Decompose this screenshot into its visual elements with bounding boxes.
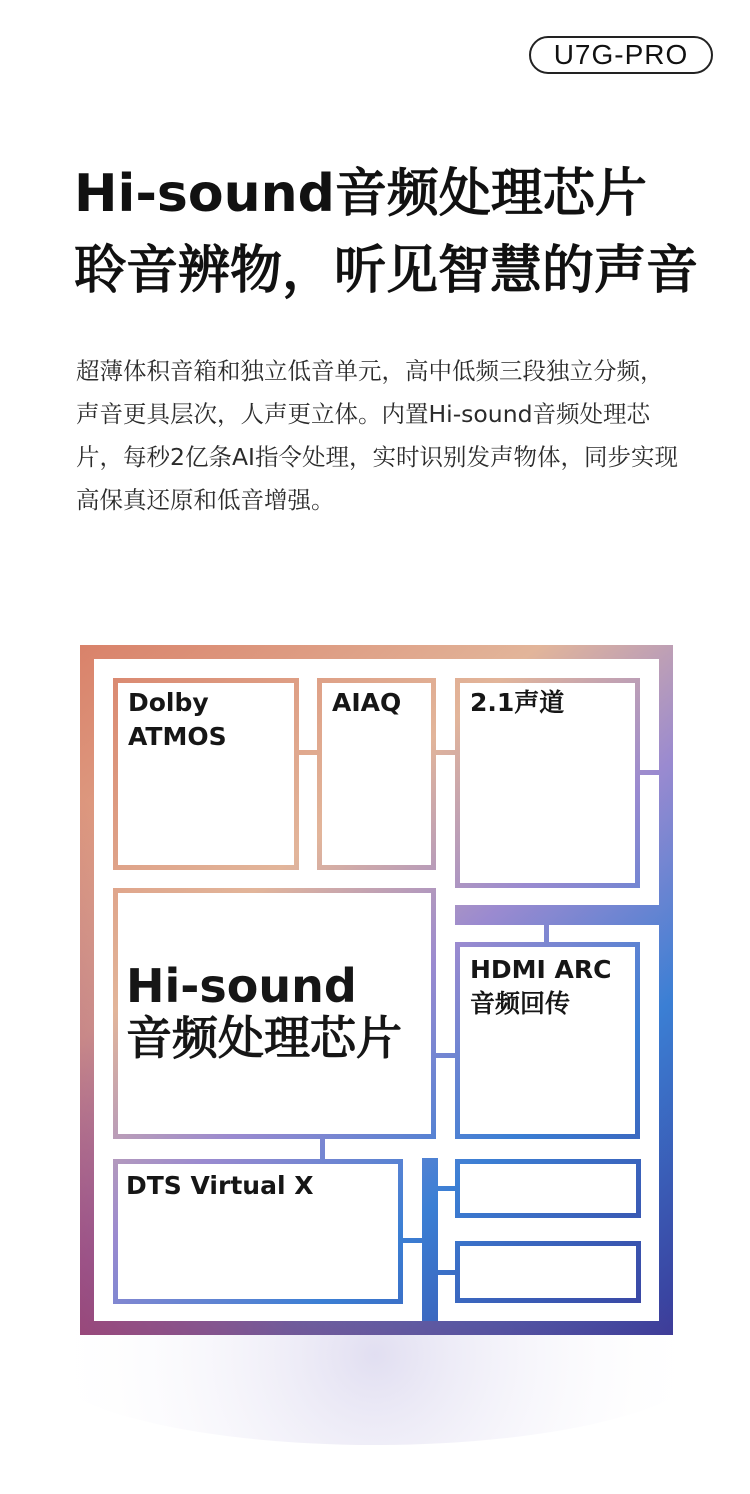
chip-wire bbox=[435, 750, 456, 755]
model-badge: U7G-PRO bbox=[529, 36, 713, 74]
chip-diagram bbox=[0, 620, 750, 1494]
label-dts: DTS Virtual X bbox=[126, 1171, 314, 1200]
feature-description: 超薄体积音箱和独立低音单元，高中低频三段独立分频，声音更具层次，人声更立体。内置Hi-sound音频处理芯片，每秒2亿条AI指令处理，实时识别发声物体，同步实现高保真还原和低音增强。 bbox=[76, 357, 678, 514]
chip-wire bbox=[320, 1138, 325, 1160]
headline-line-1: Hi-sound音频处理芯片 bbox=[74, 164, 647, 224]
chip-wire bbox=[435, 1053, 456, 1058]
chip-wire bbox=[298, 750, 318, 755]
chip-bus bbox=[422, 1158, 438, 1321]
label-core: Hi-sound 音频处理芯片 bbox=[126, 959, 402, 1065]
chip-wire bbox=[638, 770, 659, 775]
chip-wire bbox=[438, 1270, 456, 1275]
chip-wire bbox=[438, 1186, 456, 1191]
chip-wire bbox=[402, 1238, 422, 1243]
label-dolby: Dolby ATMOS bbox=[128, 688, 227, 751]
label-channel: 2.1声道 bbox=[470, 688, 565, 717]
chip-bus bbox=[455, 905, 659, 925]
headline-line-2: 聆音辨物，听见智慧的声音 bbox=[74, 241, 699, 301]
label-aiaq: AIAQ bbox=[332, 688, 402, 717]
label-hdmi: HDMI ARC 音频回传 bbox=[470, 955, 612, 1018]
